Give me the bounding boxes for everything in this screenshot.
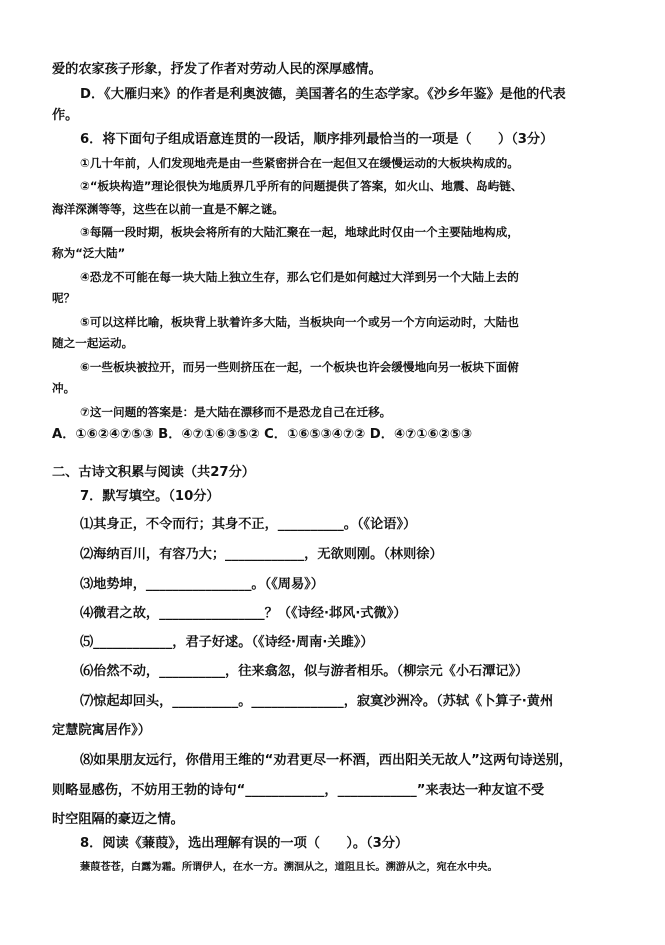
q6-sentence-6: ⑥一些板块被拉开，而另一些则挤压在一起，一个板块也许会缓慢地向另一板块下面俯 <box>80 360 519 374</box>
q8-poem-text: 蒹葭苍苍，白露为霜。所谓伊人，在水一方。溯洄从之，道阻且长。溯游从之，宛在水中央。 <box>80 862 498 873</box>
q7-item-6: ⑹佁然不动，__________，往来翕忽，似与游者相乐。（柳宗元《小石潭记》） <box>80 664 529 679</box>
q7-item-1: ⑴其身正，不令而行；其身不正，__________。（《论语》） <box>80 517 417 532</box>
q7-item-7: ⑺惊起却回头，__________。______________，寂寞沙洲冷。（苏轼《卜算子·黄州 <box>80 694 554 709</box>
q5-option-d: D．《大雁归来》的作者是利奥波德，美国著名的生态学家。《沙乡年鉴》是他的代表 <box>80 87 566 102</box>
section-2-title: 二、古诗文积累与阅读（共27分） <box>52 465 255 480</box>
q6-sentence-5: ⑤可以这样比喻，板块背上驮着许多大陆，当板块向一个或另一个方向运动时，大陆也 <box>80 315 519 329</box>
q7-item-8: ⑻如果朋友远行，你借用王维的“劝君更尽一杯酒，西出阳关无故人”这两句诗送别， <box>80 753 573 768</box>
q6-stem: 6．将下面句子组成语意连贯的一段话，顺序排列最恰当的一项是（ ）（3分） <box>80 132 554 147</box>
q6-sentence-3-cont: 称为“泛大陆” <box>52 246 126 260</box>
q6-sentence-2-cont: 海洋深渊等等，这些在以前一直是不解之谜。 <box>52 202 284 216</box>
q7-item-4: ⑷微君之故，________________？（《诗经·邶风·式微》） <box>80 606 407 621</box>
q7-item-8-end: 时空阻隔的豪迈之情。 <box>52 812 184 827</box>
q6-sentence-7: ⑦这一问题的答案是：是大陆在漂移而不是恐龙自己在迁移。 <box>80 405 392 419</box>
q5-option-d-cont: 作。 <box>52 108 79 123</box>
q7-item-8-cont: 则略显感伤，不妨用王勃的诗句“____________，____________”来表达一种友谊不受 <box>52 783 545 798</box>
q6-sentence-4: ④恐龙不可能在每一块大陆上独立生存，那么它们是如何越过大洋到另一个大陆上去的 <box>80 270 519 284</box>
q7-item-2: ⑵海纳百川，有容乃大；____________，无欲则刚。（林则徐） <box>80 547 443 562</box>
q6-sentence-2: ②“板块构造”理论很快为地质界几乎所有的问题提供了答案，如火山、地震、岛屿链、 <box>80 179 523 193</box>
q8-stem: 8．阅读《蒹葭》，选出理解有误的一项（ ）。（3分） <box>80 836 409 851</box>
q7-stem: 7．默写填空。（10分） <box>80 489 220 504</box>
q5-option-c-tail: 爱的农家孩子形象，抒发了作者对劳动人民的深厚感情。 <box>52 62 382 77</box>
q6-sentence-1: ①几十年前，人们发现地壳是由一些紧密拼合在一起但又在缓慢运动的大板块构成的。 <box>80 156 519 170</box>
q7-item-3: ⑶地势坤，________________。（《周易》） <box>80 577 324 592</box>
q7-item-5: ⑸____________，君子好逑。（《诗经·周南·关雎》） <box>80 635 374 650</box>
q6-options: A．①⑥②④⑦⑤③ B．④⑦①⑥③⑤② C．①⑥⑤③④⑦② D．④⑦①⑥②⑤③ <box>52 427 473 442</box>
q6-sentence-3: ③每隔一段时期，板块会将所有的大陆汇聚在一起，地球此时仅由一个主要陆地构成， <box>80 225 519 239</box>
q6-sentence-5-cont: 随之一起运动。 <box>52 336 134 350</box>
q6-sentence-6-cont: 冲。 <box>52 381 76 395</box>
q7-item-7-cont: 定慧院寓居作》） <box>52 723 151 738</box>
q6-sentence-4-cont: 呢？ <box>52 291 76 305</box>
